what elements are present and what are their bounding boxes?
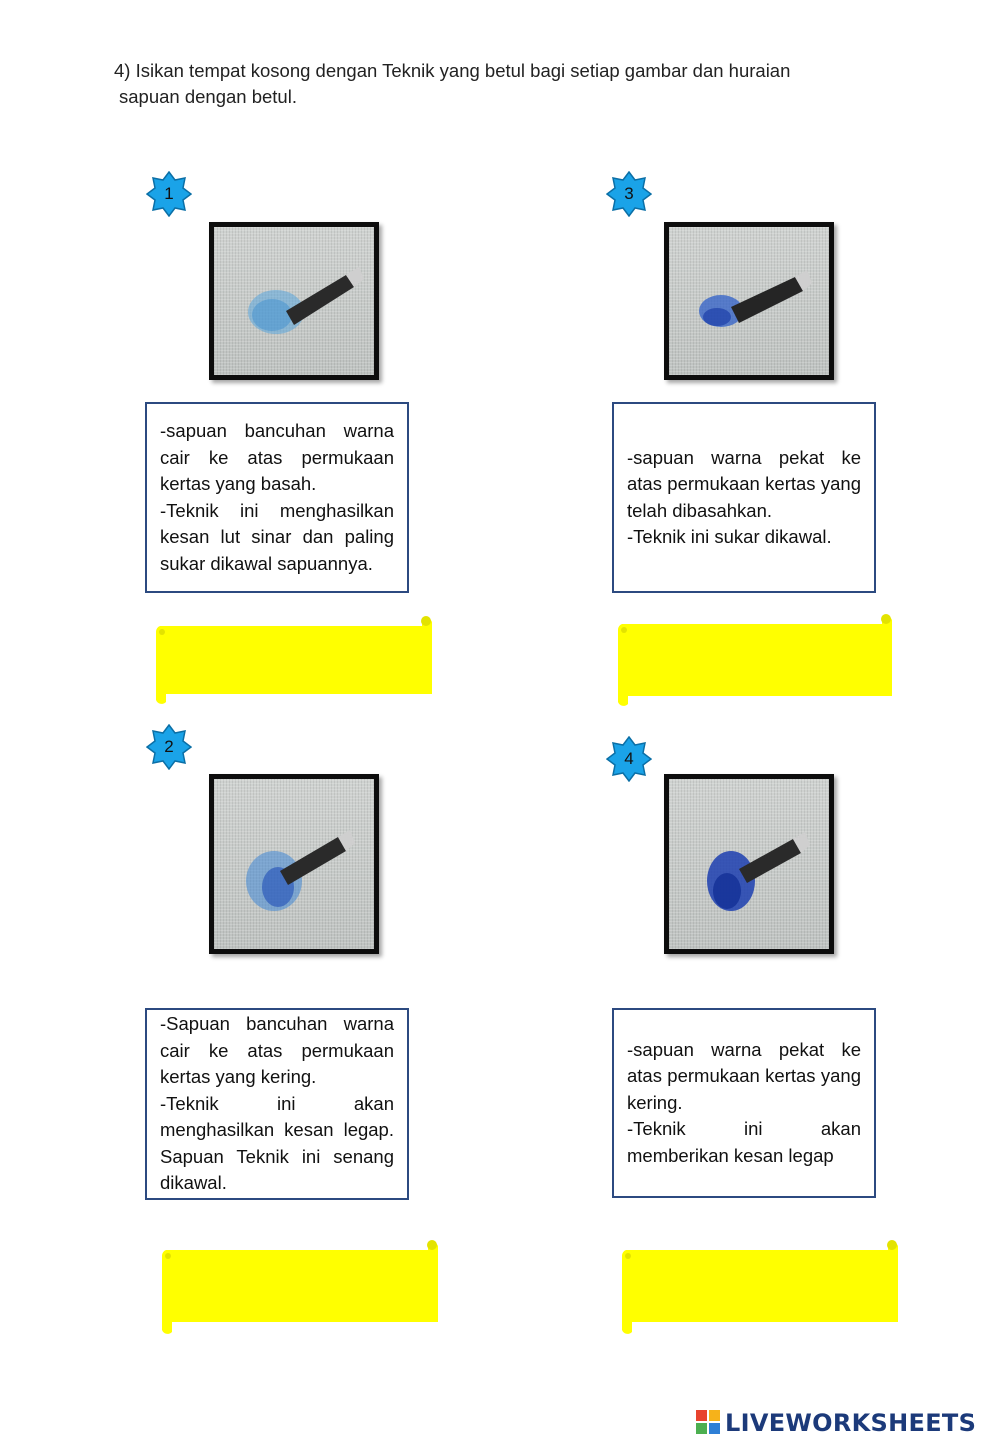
answer-scroll: [612, 610, 896, 710]
answer-scroll: [156, 1236, 442, 1340]
description-line: -sapuan warna pekat ke atas permukaan kertas yang kering.: [627, 1038, 861, 1113]
brush-stroke-image: [669, 227, 829, 375]
answer-input[interactable]: [164, 626, 422, 696]
number-badge: [606, 171, 652, 217]
description-box: [612, 402, 876, 593]
brand-logo: [696, 1408, 976, 1438]
badge-number: 1: [164, 184, 174, 203]
description-line: -sapuan bancuhan warna cair ke atas permukaan kertas yang basah.: [160, 420, 394, 494]
brand-name: LIVEWORKSHEETS: [725, 1409, 977, 1437]
instruction-line-2: sapuan dengan betul.: [119, 86, 297, 107]
instruction-line-1: 4) Isikan tempat kosong dengan Teknik yang betul bagi setiap gambar dan huraian: [114, 60, 791, 81]
technique-photo: [664, 774, 834, 954]
badge-number: 3: [624, 184, 634, 203]
answer-input[interactable]: [170, 1250, 428, 1326]
description-line: -sapuan warna pekat ke atas permukaan kertas yang telah dibasahkan.: [627, 446, 861, 521]
answer-input[interactable]: [626, 624, 882, 696]
description-line: -Teknik ini sukar dikawal.: [627, 526, 832, 547]
number-badge: [606, 736, 652, 782]
description-line: -Teknik ini akan memberikan kesan legap: [627, 1118, 861, 1166]
description-box: [145, 1008, 409, 1200]
answer-scroll: [150, 612, 436, 710]
number-badge: [146, 724, 192, 770]
brush-stroke-image: [214, 227, 374, 375]
answer-input[interactable]: [630, 1250, 888, 1326]
description-box: [145, 402, 409, 593]
description-line: -Teknik ini menghasilkan kesan lut sinar dan paling sukar dikawal sapuannya.: [160, 499, 394, 574]
badge-number: 2: [164, 737, 174, 756]
badge-number: 4: [624, 749, 634, 768]
technique-photo: [209, 222, 379, 380]
description-line: -Teknik ini akan menghasilkan kesan legap. Sapuan Teknik ini senang dikawal.: [160, 1092, 394, 1194]
liveworksheets-logo-icon: [696, 1410, 722, 1436]
description-box: [612, 1008, 876, 1198]
number-badge: [146, 171, 192, 217]
brush-stroke-image: [214, 779, 374, 949]
instruction: [114, 58, 874, 110]
technique-photo: [209, 774, 379, 954]
answer-scroll: [616, 1236, 902, 1340]
technique-photo: [664, 222, 834, 380]
brush-stroke-image: [669, 779, 829, 949]
description-line: -Sapuan bancuhan warna cair ke atas permukaan kertas yang kering.: [160, 1013, 394, 1088]
